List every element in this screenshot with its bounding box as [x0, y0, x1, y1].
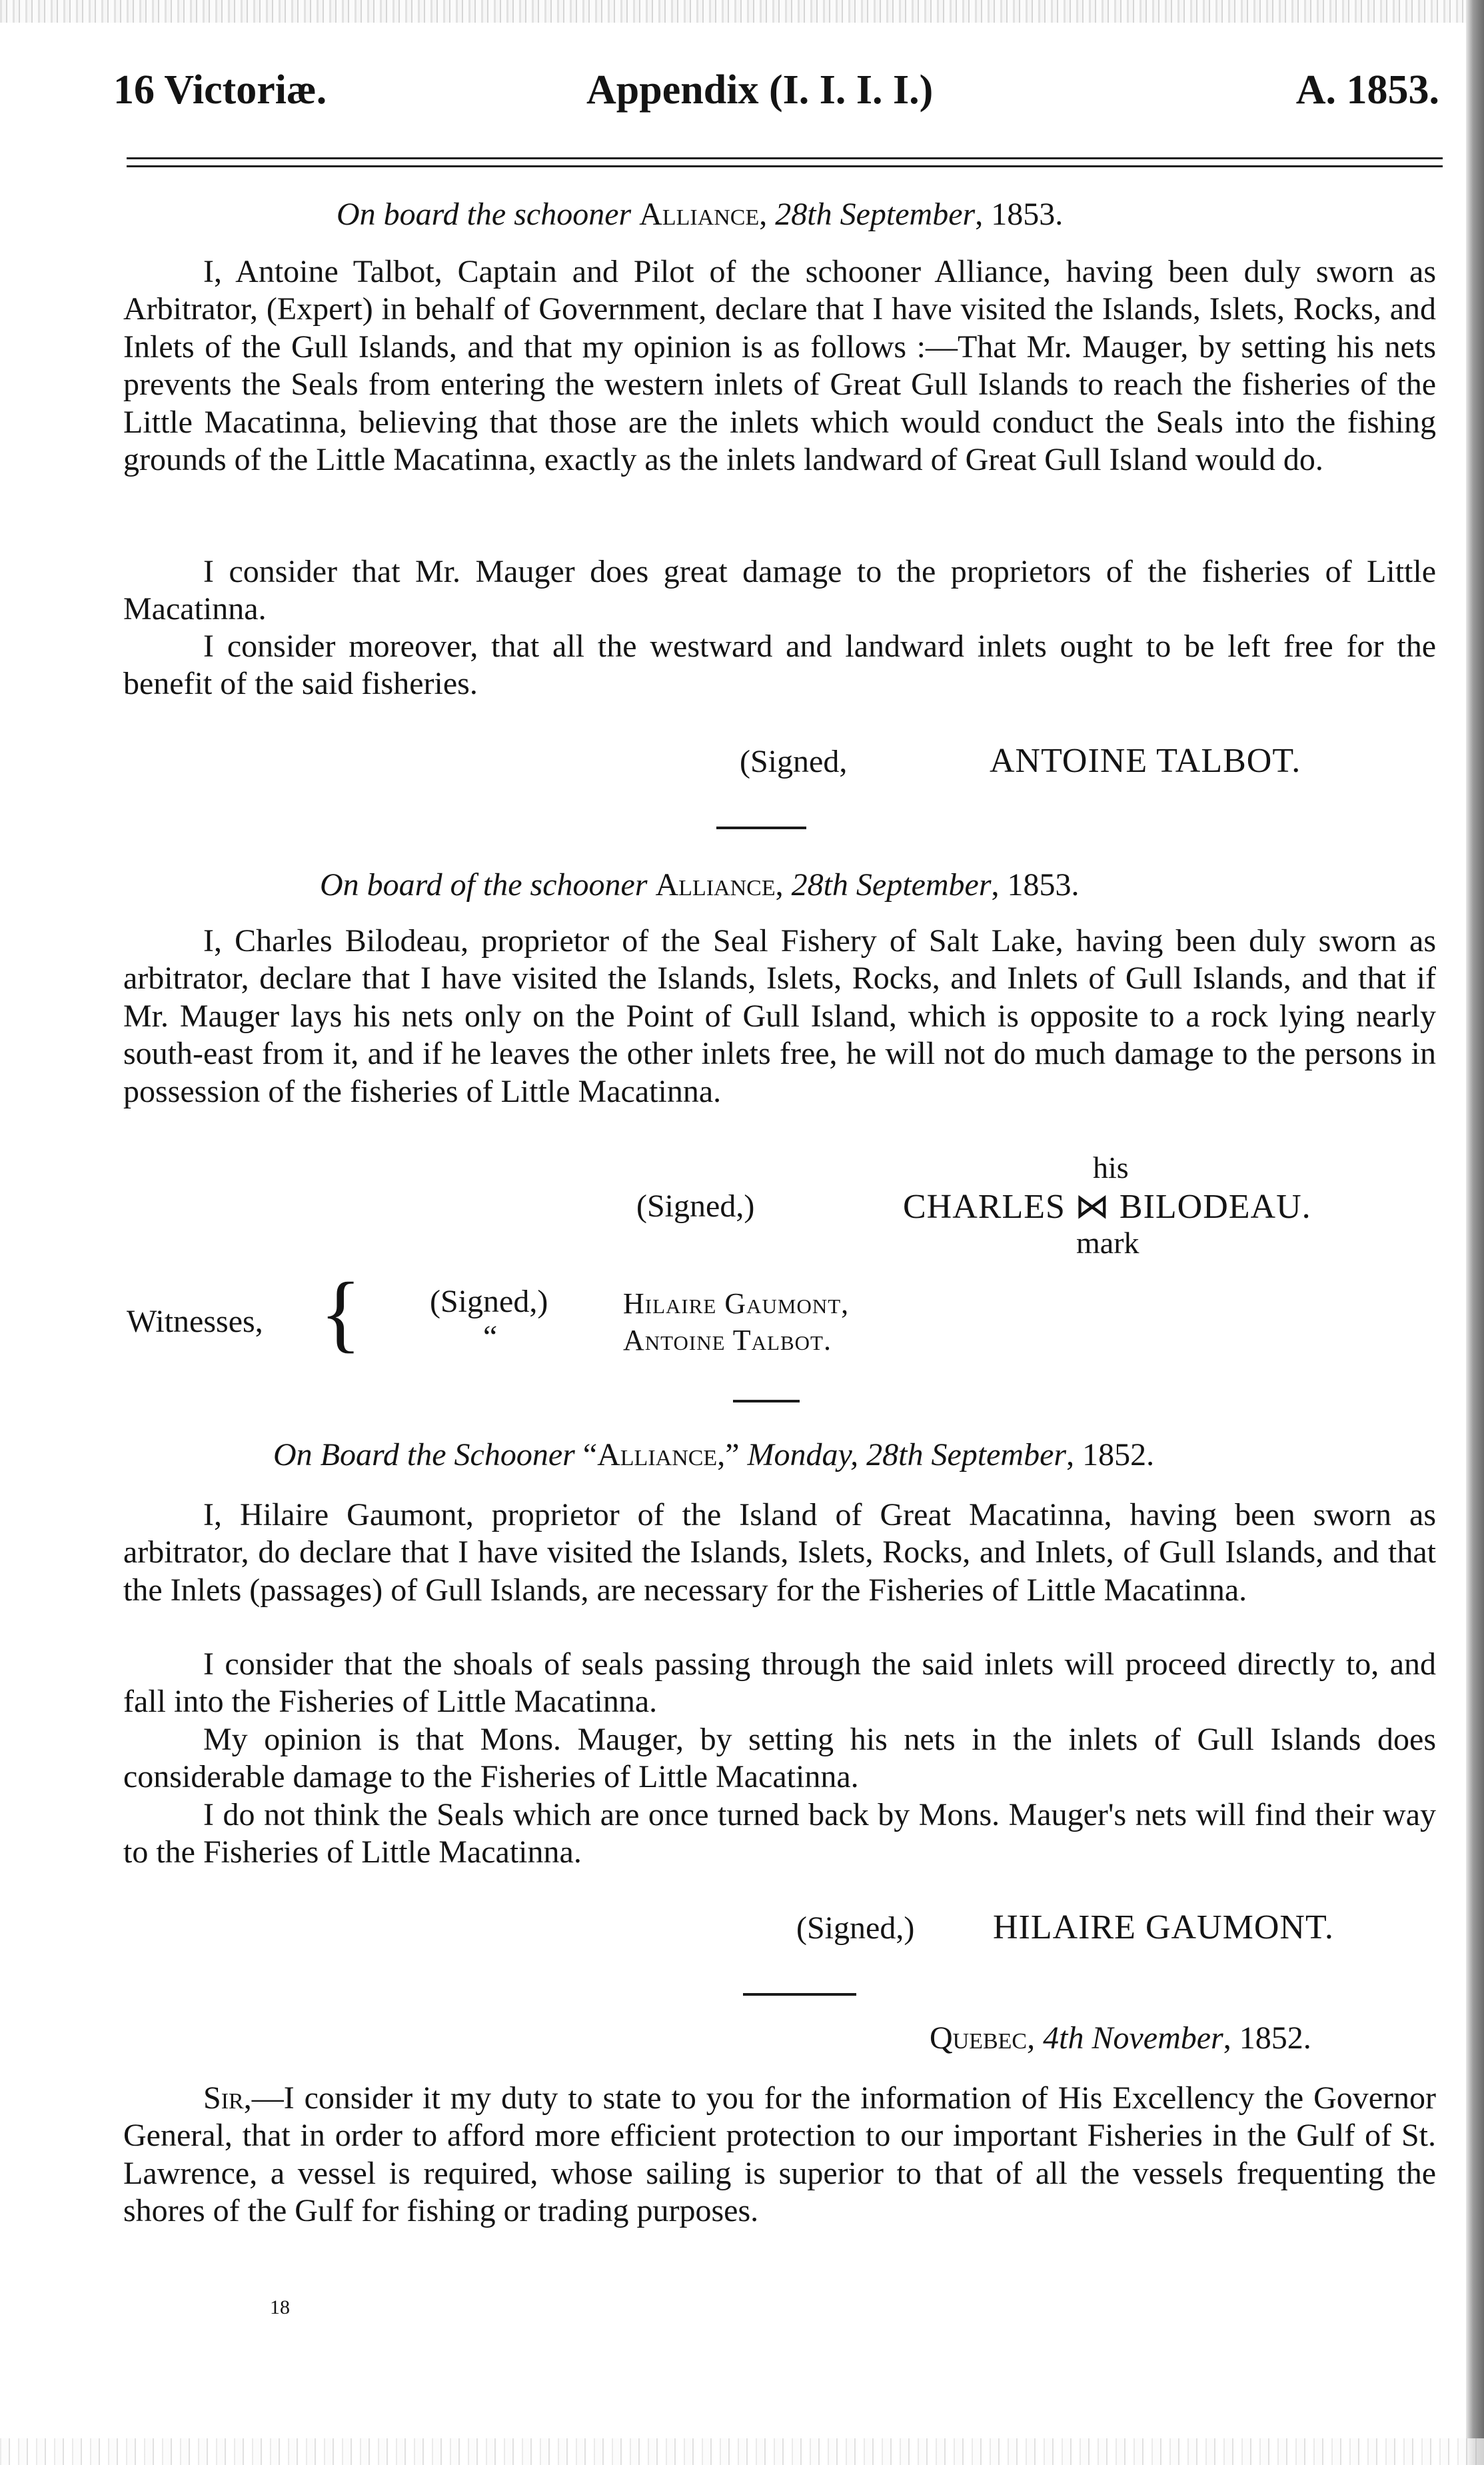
- dateline-3-vessel: “Alliance,”: [582, 1437, 740, 1472]
- dateline-2: On board of the schooner Alliance, 28th September, 1853.: [320, 867, 1080, 903]
- paragraph-3-4: I do not think the Seals which are once turned back by Mons. Mauger's nets will find their way to the Fisheries of Little Macatinna.: [123, 1797, 1436, 1870]
- header-rule: [127, 157, 1443, 167]
- dateline-1: On board the schooner Alliance, 28th September, 1853.: [337, 197, 1064, 232]
- dateline-1-year: , 1853.: [975, 197, 1064, 232]
- dateline-2-prefix: On board of the schooner: [320, 867, 648, 903]
- paragraph-3-3: My opinion is that Mons. Mauger, by setting his nets in the inlets of Gull Islands does considerable damage to the Fisheries of Little Macatinna.: [123, 1722, 1436, 1795]
- scan-border-right: [1466, 0, 1484, 2465]
- header-year: A. 1853.: [1295, 67, 1439, 113]
- dateline-1-prefix: On board the schooner: [337, 197, 632, 232]
- running-header: [113, 67, 1439, 127]
- letter-body: —I consider it my duty to state to you for the information of His Excellency the Governor General, that in order to afford more efficient protection to our important Fisheries in the Gulf of St. Lawrence, a vessel is required, whose sailing is superior to that of all the vessels frequenting the shores of the Gulf for fishing or trading purposes.: [123, 2080, 1436, 2229]
- dateline-1-vessel: Alliance: [639, 197, 760, 232]
- paragraph-3-2: I consider that the shoals of seals passing through the said inlets will proceed directly to, and fall into the Fisheries of Little Macatinna.: [123, 1646, 1436, 1720]
- paragraph-3-1: I, Hilaire Gaumont, proprietor of the Island of Great Macatinna, having been sworn as arbitrator, do declare that I have visited the Islands, Islets, Rocks, and Inlets, of Gull Islands, and that the Inlets (passages) of Gull Islands, are necessary for the Fisheries of Little Macatinna.: [123, 1497, 1436, 1608]
- dateline-1-date: 28th September: [775, 197, 976, 232]
- witness-2: Antoine Talbot.: [623, 1324, 832, 1356]
- dateline-2-vessel: Alliance: [655, 867, 776, 903]
- section-divider-1: [716, 827, 806, 829]
- signed-label-1: (Signed,: [740, 744, 848, 779]
- letter-paragraph-1: [123, 2080, 1436, 2230]
- dateline-3: [273, 1436, 1154, 1473]
- dateline-3-date: Monday, 28th September: [747, 1437, 1067, 1472]
- signature-3: HILAIRE GAUMONT.: [993, 1908, 1334, 1946]
- header-appendix: Appendix (I. I. I. I.): [586, 67, 934, 113]
- letter-date: , 4th November: [1027, 2020, 1223, 2056]
- witnesses-label: Witnesses,: [127, 1304, 263, 1339]
- witness-signed-label: (Signed,): [430, 1284, 548, 1319]
- signature-2-his: his: [1093, 1151, 1129, 1185]
- letter-place: Quebec: [930, 2020, 1028, 2056]
- paragraph-1-1: I, Antoine Talbot, Captain and Pilot of the schooner Alliance, having been duly sworn as Arbitrator, (Expert) in behalf of Government, declare that I have visited the Islands, Islets, Rocks, and Inlets of the Gull Islands, and that my opinion is as follows :—That Mr. Mauger, by setting his nets prevents the Seals from entering the western inlets of Great Gull Islands to reach the fisheries of the Little Macatinna, believing that those are the inlets which would conduct the Seals into the fishing grounds of the Little Macatinna, exactly as the inlets landward of Great Gull Island would do.: [123, 254, 1436, 478]
- witness-ditto-mark: “: [483, 1319, 498, 1354]
- section-divider-2: [733, 1400, 800, 1402]
- header-session: 16 Victoriæ.: [113, 67, 327, 113]
- letter-salutation: Sir,: [203, 2080, 252, 2116]
- paragraph-2-1: I, Charles Bilodeau, proprietor of the Seal Fishery of Salt Lake, having been duly sworn as arbitrator, declare that I have visited the Islands, Islets, Rocks, and Inlets of Gull Islands, and that if Mr. Mauger lays his nets only on the Point of Gull Island, which is opposite to a rock lying nearly south-east from it, and if he leaves the other inlets free, he will not do much damage to the persons in possession of the fisheries of Little Macatinna.: [123, 923, 1436, 1109]
- witness-1: Hilaire Gaumont,: [623, 1287, 850, 1320]
- dateline-2-year: , 1853.: [991, 867, 1080, 903]
- letter-dateline: [930, 2020, 1311, 2056]
- dateline-3-year: , 1852.: [1066, 1437, 1155, 1472]
- section-divider-3: [743, 1993, 856, 1996]
- paragraph-1-3: I consider moreover, that all the westward and landward inlets ought to be left free for the benefit of the said fisheries.: [123, 629, 1436, 702]
- scan-border-top: [0, 0, 1484, 23]
- dateline-3-prefix: On Board the Schooner: [273, 1437, 575, 1472]
- signature-mark: 18: [270, 2296, 290, 2318]
- paragraph-1-2: I consider that Mr. Mauger does great damage to the proprietors of the fisheries of Little Macatinna.: [123, 554, 1436, 627]
- signature-2: CHARLES ⋈ BILODEAU.: [903, 1188, 1311, 1226]
- letter-year: , 1852.: [1223, 2020, 1311, 2056]
- signature-2-mark: mark: [1076, 1226, 1139, 1260]
- signed-label-3: (Signed,): [796, 1910, 915, 1946]
- scan-border-bottom: [0, 2438, 1484, 2465]
- dateline-2-date: 28th September: [791, 867, 992, 903]
- signature-1: ANTOINE TALBOT.: [990, 742, 1301, 780]
- signed-label-2: (Signed,): [636, 1189, 755, 1224]
- witnesses-brace: {: [320, 1265, 362, 1361]
